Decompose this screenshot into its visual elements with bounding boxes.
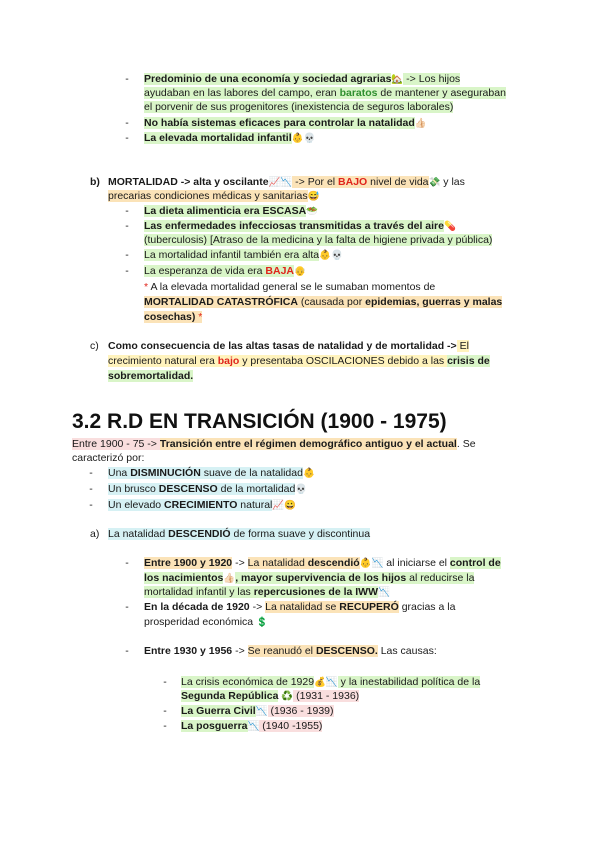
list-item-cont: los nacimientos👍🏻, mayor supervivencia de los hijos al reducirse la — [144, 572, 475, 584]
bullet: - — [125, 645, 129, 657]
skull-icon: 💀 — [303, 133, 316, 144]
bullet: - — [125, 73, 129, 85]
section-intro: Entre 1900 - 75 -> Transición entre el régimen demográfico antiguo y el actual. Se — [72, 438, 476, 450]
note: * A la elevada mortalidad general se le sumaban momentos de — [144, 281, 436, 293]
section-letter: a) — [90, 528, 100, 540]
thumb-icon: 👍🏻 — [414, 118, 427, 129]
bullet: - — [125, 132, 129, 144]
thumb-icon: 👍🏻 — [223, 573, 236, 584]
chart-down-icon: 📉 — [247, 721, 260, 732]
chart-down-icon: 📉 — [325, 677, 338, 688]
list-item: Un brusco DESCENSO de la mortalidad💀 — [108, 483, 308, 495]
list-item-cont: mortalidad infantil y las repercusiones de la IWW📉 — [144, 586, 390, 598]
skull-icon: 💀 — [295, 484, 308, 495]
sweat-face-icon: 😅 — [307, 191, 320, 202]
list-item: La dieta alimenticia era ESCASA🥗 — [144, 205, 319, 217]
bullet: - — [89, 499, 93, 511]
cause-item: La Guerra Civil📉 (1936 - 1939) — [181, 705, 334, 717]
bullet: - — [125, 249, 129, 261]
baby-icon: 👶 — [319, 250, 331, 261]
list-item: La elevada mortalidad infantil👶💀 — [144, 132, 316, 144]
mortality-heading: MORTALIDAD -> alta y oscilante📈📉 -> Por el BAJO nivel de vida💸 y las — [108, 176, 465, 188]
consequence-line: crecimiento natural era bajo y presentaba OSCILACIONES debido a las crisis de — [108, 355, 490, 367]
dollar-icon: 💲 — [256, 617, 268, 628]
smile-icon: 😀 — [284, 500, 297, 511]
bullet: - — [125, 601, 129, 613]
cause-item: La crisis económica de 1929💰📉 y la inestabilidad política de la — [181, 676, 481, 688]
chart-down-icon: 📉 — [371, 558, 384, 569]
bullet: - — [125, 117, 129, 129]
chart-up-icon: 📈 — [272, 500, 285, 511]
list-item: La esperanza de vida era BAJA👴 — [144, 265, 306, 277]
list-item: Entre 1930 y 1956 -> Se reanudó el DESCENSO. Las causas: — [144, 645, 437, 657]
list-item: Predominio de una economía y sociedad agrarias🏡 -> Los hijos — [144, 73, 461, 85]
chart-down-icon: 📉 — [280, 177, 293, 188]
house-icon: 🏡 — [391, 74, 404, 85]
section-letter: c) — [90, 340, 99, 352]
list-item-cont: el porvenir de sus progenitores (inexistencia de seguros laborales) — [144, 101, 454, 113]
chart-up-icon: 📈 — [268, 177, 281, 188]
bullet: - — [163, 720, 167, 732]
bullet: - — [89, 483, 93, 495]
bullet: - — [125, 205, 129, 217]
recycle-icon: ♻️ — [281, 691, 294, 702]
cause-item-cont: Segunda República ♻️ (1931 - 1936) — [181, 690, 360, 702]
list-item: Un elevado CRECIMIENTO natural📈😀 — [108, 499, 297, 511]
consequence-line: Como consecuencia de las altas tasas de natalidad y de mortalidad -> El — [108, 340, 469, 352]
chart-down-icon: 📉 — [378, 587, 390, 598]
bullet: - — [125, 220, 129, 232]
section-intro-cont: caracterizó por: — [72, 452, 145, 464]
old-man-icon: 👴 — [294, 266, 306, 277]
list-item-cont: prosperidad económica 💲 — [144, 616, 268, 628]
bullet: - — [163, 676, 167, 688]
list-item: Las enfermedades infecciosas transmitidas a través del aire💊 — [144, 220, 456, 232]
bullet: - — [125, 557, 129, 569]
baby-icon: 👶 — [291, 133, 304, 144]
list-item: Una DISMINUCIÓN suave de la natalidad👶 — [108, 467, 315, 479]
list-item-cont: (tuberculosis) [Atraso de la medicina y la falta de higiene privada y pública) — [144, 234, 493, 246]
list-item: En la década de 1920 -> La natalidad se RECUPERÓ gracias a la — [144, 601, 456, 613]
list-item: Entre 1900 y 1920 -> La natalidad descendió👶📉 al iniciarse el control de — [144, 557, 501, 569]
birth-rate-heading: La natalidad DESCENDIÓ de forma suave y discontinua — [108, 528, 371, 540]
pill-icon: 💊 — [443, 221, 456, 232]
bold-text: Predominio de una economía y sociedad agrarias — [144, 73, 392, 85]
cause-item: La posguerra📉 (1940 -1955) — [181, 720, 323, 732]
baby-icon: 👶 — [359, 558, 372, 569]
baby-icon: 👶 — [302, 468, 315, 479]
mortality-heading-cont: precarias condiciones médicas y sanitarias😅 — [108, 190, 320, 202]
section-letter: b) — [90, 176, 100, 188]
salad-icon: 🥗 — [306, 206, 319, 217]
section-title: 3.2 R.D EN TRANSICIÓN (1900 - 1975) — [72, 410, 447, 433]
chart-down-icon: 📉 — [255, 706, 268, 717]
bullet: - — [163, 705, 167, 717]
list-item: No había sistemas eficaces para controlar la natalidad👍🏻 — [144, 117, 427, 129]
list-item-cont: ayudaban en las labores del campo, eran baratos de mantener y aseguraban — [144, 87, 506, 99]
consequence-line: sobremortalidad. — [108, 370, 194, 382]
bullet: - — [89, 467, 93, 479]
note-cont: MORTALIDAD CATASTRÓFICA (causada por epidemias, guerras y malas — [144, 296, 503, 308]
list-item: La mortalidad infantil también era alta👶💀 — [144, 249, 343, 261]
skull-icon: 💀 — [330, 250, 343, 261]
bullet: - — [125, 265, 129, 277]
note-cont: cosechas) * — [144, 311, 203, 323]
money-bag-icon: 💰 — [314, 677, 326, 688]
money-icon: 💸 — [428, 177, 441, 188]
